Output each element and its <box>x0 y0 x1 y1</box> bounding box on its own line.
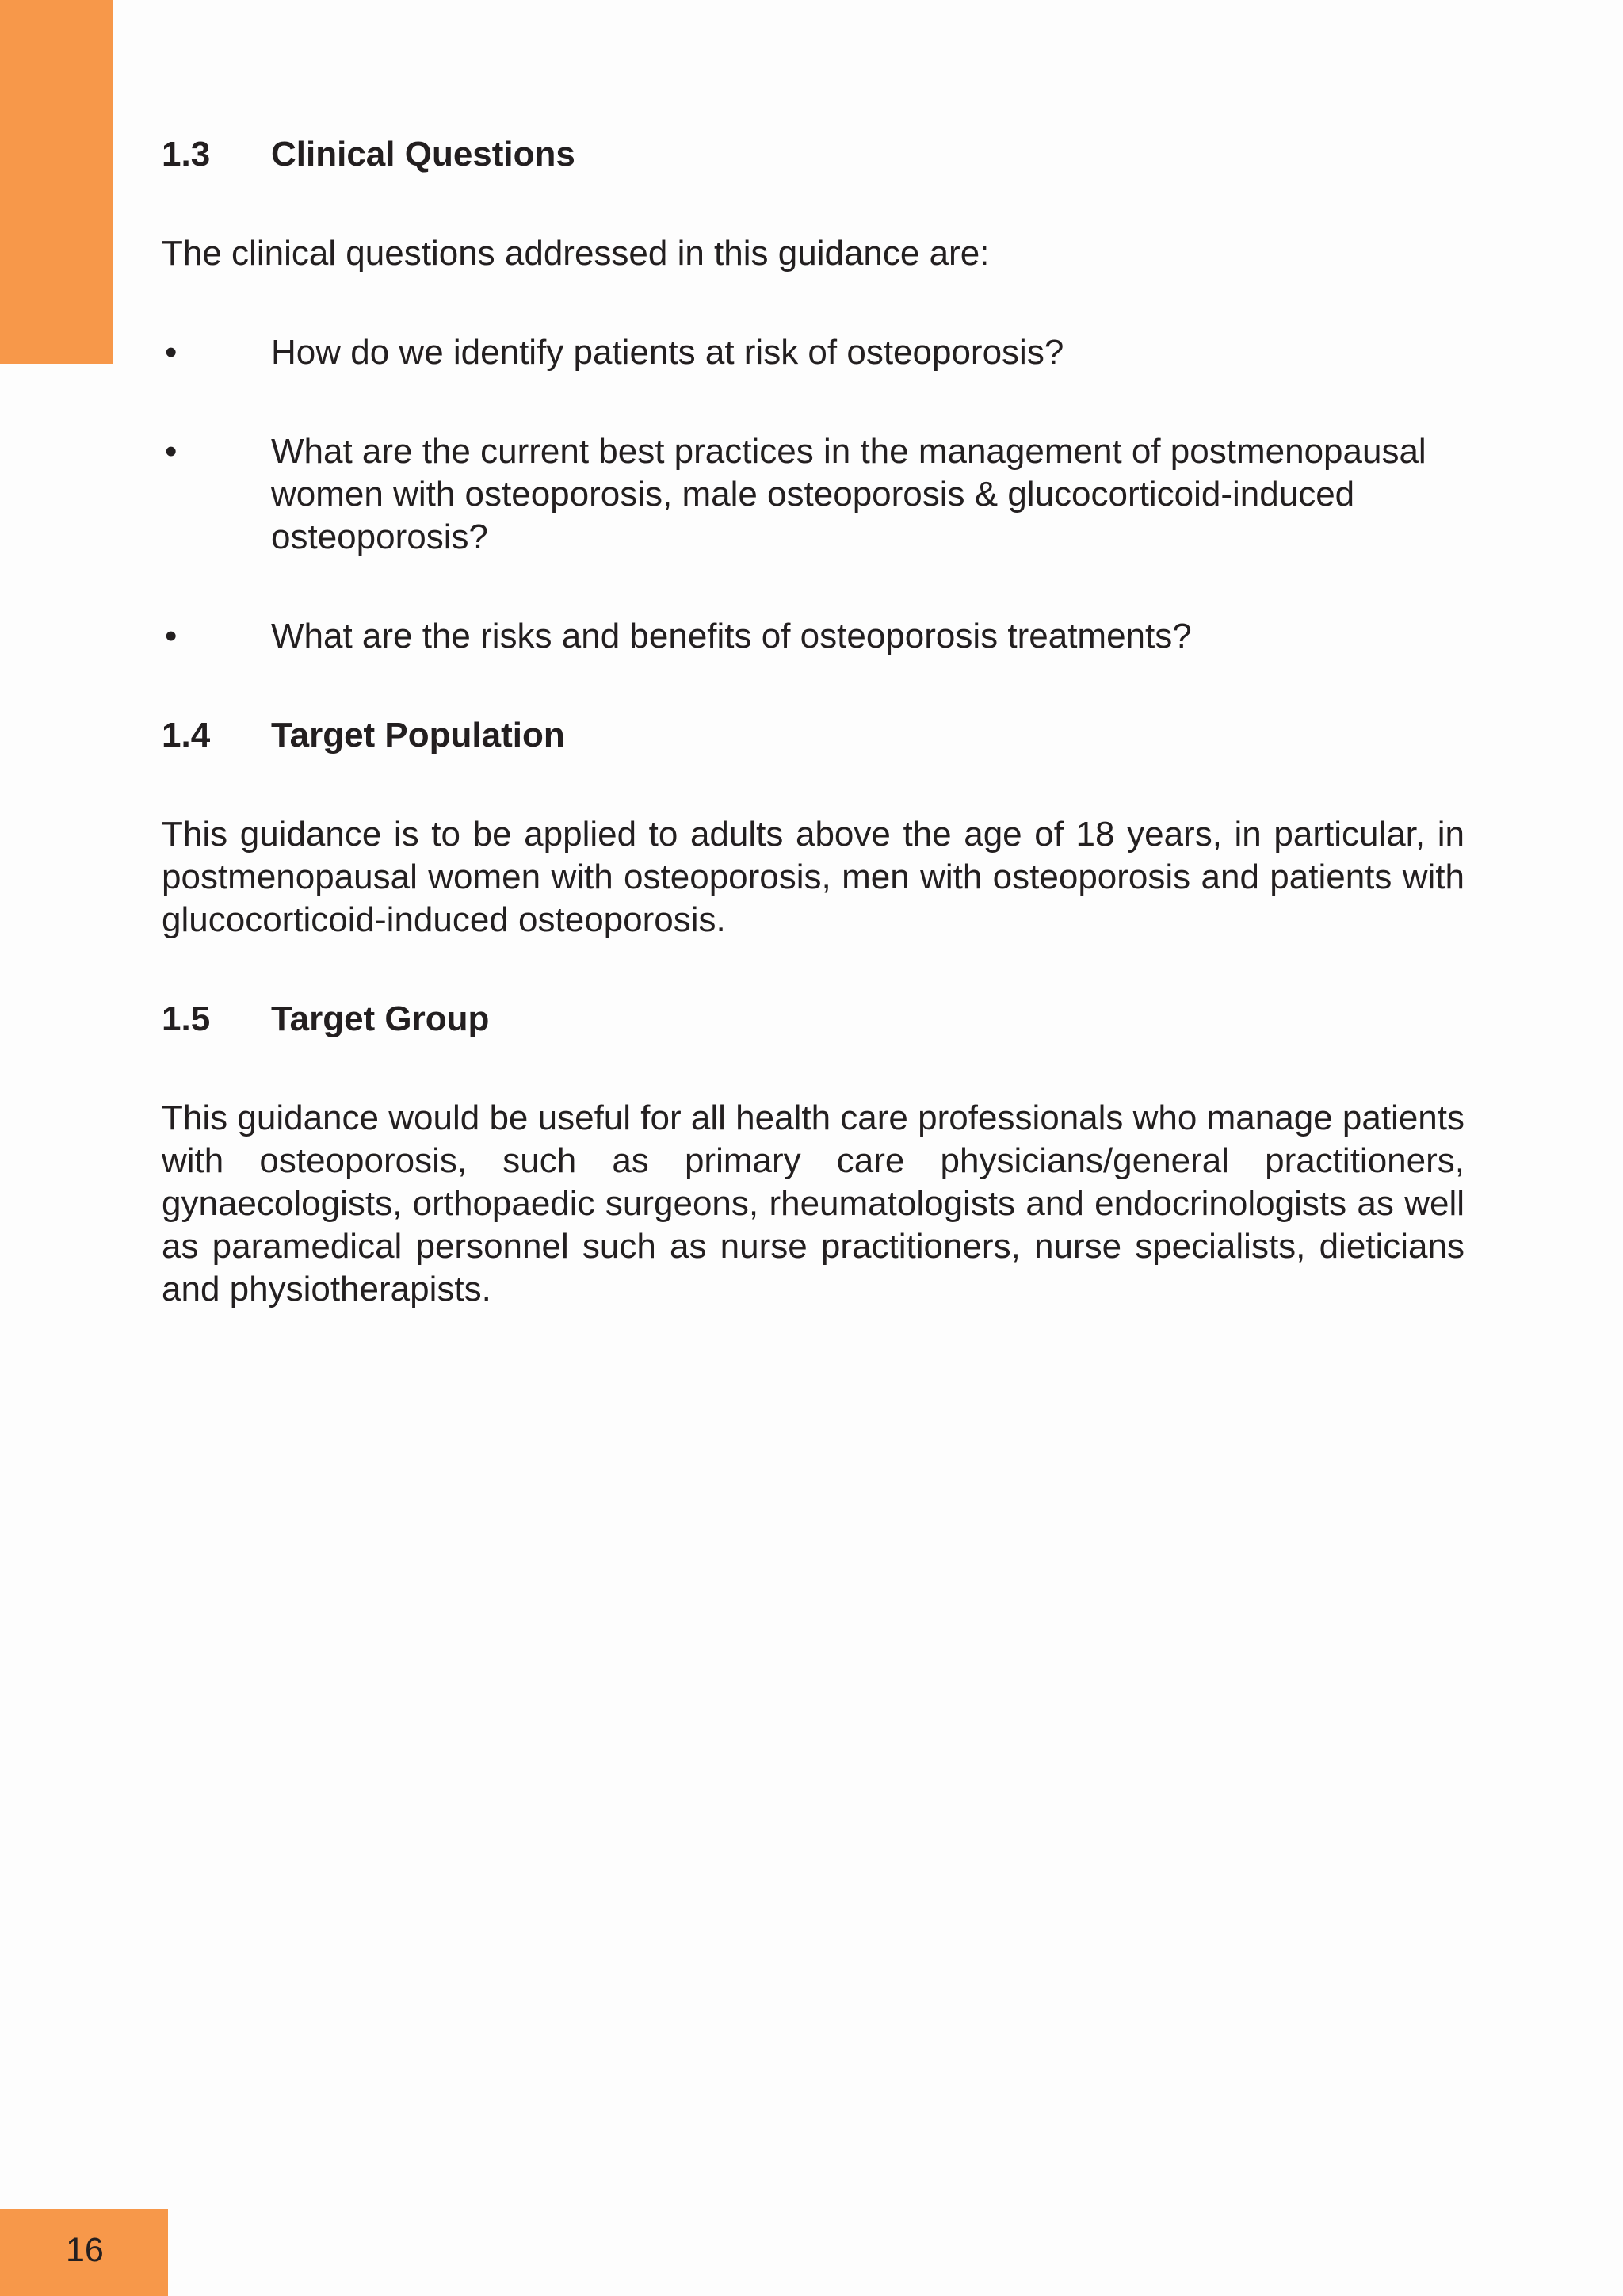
bullet-icon: • <box>165 432 178 471</box>
list-item <box>162 331 1465 374</box>
section-title: Clinical Questions <box>271 135 575 174</box>
list-item <box>162 615 1465 658</box>
page-number: 16 <box>66 2231 104 2269</box>
section-body: This guidance would be useful for all health care professionals who manage patients with osteoporosis, such as primary care physicians/general practitioners, gynaecologists, orthopaedic surgeons, rheumatologists and endocrinologists as well as paramedical personnel such as nurse practitioners, nurse specialists, dieticians and physiotherapists. <box>162 1098 1465 1308</box>
section-heading-1-5 <box>162 998 1465 1041</box>
section-body: This guidance is to be applied to adults above the age of 18 years, in particular, in postmenopausal women with osteoporosis, men with osteoporosis and patients with glucocorticoid-induced osteoporosis. <box>162 815 1465 939</box>
section-number: 1.3 <box>162 135 211 174</box>
page-number-tab <box>0 2209 168 2296</box>
bullet-icon: • <box>165 333 178 372</box>
list-item-text: What are the risks and benefits of osteoporosis treatments? <box>271 617 1192 655</box>
section-number: 1.5 <box>162 999 211 1038</box>
list-item-text: How do we identify patients at risk of osteoporosis? <box>271 333 1064 372</box>
section-intro: The clinical questions addressed in this guidance are: <box>162 234 990 273</box>
page-content <box>162 133 1465 1311</box>
list-item <box>162 430 1465 559</box>
section-heading-1-4 <box>162 714 1465 757</box>
list-item-text: What are the current best practices in the management of postmenopausal women with osteoporosis, male osteoporosis & glucocorticoid-induced osteoporosis? <box>271 432 1426 556</box>
section-heading-1-3 <box>162 133 1465 176</box>
section-title: Target Group <box>271 999 490 1038</box>
corner-accent-tab <box>0 0 113 364</box>
section-number: 1.4 <box>162 716 211 755</box>
bullet-icon: • <box>165 617 178 655</box>
section-title: Target Population <box>271 716 565 755</box>
